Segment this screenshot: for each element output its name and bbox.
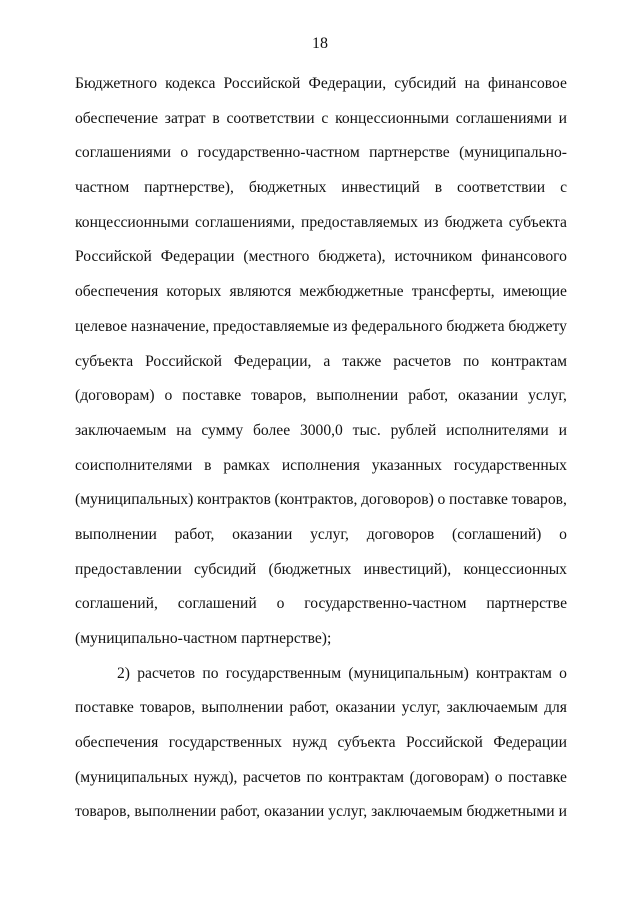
word: поставке: [182, 387, 242, 405]
word: контрактам: [476, 664, 552, 682]
text-line: [75, 731, 567, 766]
word: по: [202, 664, 219, 682]
word: товаров,: [75, 803, 131, 821]
text-line: [75, 211, 567, 246]
word: Федерации,: [233, 352, 312, 370]
word: Российской: [145, 352, 222, 370]
word: межбюджетные: [299, 283, 404, 301]
word: имеющие: [502, 283, 567, 301]
word: соответствии: [226, 109, 315, 127]
word: Бюджетного: [75, 75, 157, 92]
word: рублей: [390, 421, 437, 439]
text-line-content: [75, 488, 567, 512]
word: соглашениями: [75, 144, 172, 162]
text-line-content: [75, 384, 567, 408]
word: (муниципальных: [75, 768, 189, 786]
text-line-content: [75, 766, 567, 790]
word: Российской: [223, 75, 301, 92]
text-line: [75, 141, 567, 176]
word: товаров,: [251, 387, 307, 405]
text-line: [75, 558, 567, 593]
word: Федерации,: [308, 75, 387, 92]
text-line: [75, 176, 567, 211]
word: инвестиций),: [363, 560, 452, 578]
text-line-content: [75, 350, 567, 374]
word: по: [463, 352, 480, 370]
page-number: 18: [312, 35, 328, 52]
word: более: [252, 421, 291, 439]
word: о: [437, 491, 446, 509]
text-line-content: [75, 72, 567, 96]
word: Российской: [406, 734, 483, 752]
word: работ,: [174, 525, 215, 543]
word: инвестиций: [341, 179, 420, 197]
word: (договорам): [75, 387, 155, 405]
text-line-content: [75, 454, 567, 478]
word: договоров): [361, 491, 434, 509]
word: затрат: [164, 109, 206, 127]
text-line: [75, 107, 567, 142]
text-line-content: [75, 315, 567, 339]
word: и: [558, 109, 567, 127]
text-line-content: [75, 141, 567, 165]
word: на: [176, 421, 192, 439]
word: (договорам): [409, 768, 490, 786]
word: рамках: [223, 456, 270, 474]
text-line: [75, 627, 567, 662]
word: расчетов: [137, 664, 196, 682]
word: Федерации: [160, 248, 235, 266]
word: контрактов: [197, 491, 271, 509]
word: нужд: [292, 734, 328, 752]
text-line-content: [75, 211, 567, 235]
text-line: [75, 454, 567, 489]
word: и: [558, 421, 567, 439]
word: поставке: [449, 491, 508, 509]
word: о: [180, 144, 189, 162]
text-line: [75, 523, 567, 558]
text-line: [75, 488, 567, 523]
word: сумму: [201, 421, 244, 439]
word: соглашений,: [75, 595, 158, 613]
text-line-content: [75, 245, 567, 269]
text-line: [75, 800, 567, 835]
word: о: [494, 768, 503, 786]
text-line-content: [75, 558, 567, 582]
word: трансферты,: [411, 283, 495, 301]
word: бюджета: [446, 317, 505, 335]
word: предоставляемые: [213, 317, 330, 335]
word: и: [558, 803, 567, 821]
word: государственным: [225, 664, 342, 682]
word: расчетов: [393, 352, 452, 370]
word: партнерстве: [486, 595, 567, 613]
word: которых: [166, 283, 222, 301]
word: обеспечения: [75, 283, 159, 301]
text-line-content: [75, 107, 567, 131]
word: бюджета: [444, 213, 503, 231]
text-line: [75, 766, 567, 801]
word: указанных: [371, 456, 442, 474]
word: назначение,: [130, 317, 210, 335]
word: финансовое: [487, 75, 567, 92]
word: обеспечение: [75, 109, 159, 127]
text-line-content: [75, 280, 567, 304]
word: субъекта: [508, 213, 567, 231]
word: предоставляемых: [300, 213, 418, 231]
word: оказании: [264, 803, 325, 821]
word: в: [212, 109, 220, 127]
text-line-content: [117, 662, 567, 686]
word: о: [559, 664, 567, 682]
word: государственных: [168, 734, 282, 752]
word: (муниципально-: [459, 144, 567, 162]
text-line: [75, 419, 567, 454]
word: в: [434, 179, 443, 197]
word: 3000,0: [299, 421, 343, 439]
word: из: [332, 317, 348, 335]
word: (соглашений): [452, 525, 542, 543]
word: бюджета),: [318, 248, 386, 266]
word: концессионных: [463, 560, 567, 578]
word: тыс.: [352, 421, 381, 439]
text-line: [75, 72, 567, 107]
word: субсидий: [194, 560, 257, 578]
text-line: [75, 662, 567, 697]
word: о: [276, 595, 285, 613]
word: работ,: [408, 387, 448, 405]
word: нужд),: [193, 768, 238, 786]
word: контрактам: [328, 768, 405, 786]
text-line-content: [75, 731, 567, 755]
word: услуг,: [528, 387, 567, 405]
word: исполнения: [281, 456, 360, 474]
word: о: [559, 525, 567, 543]
word: договоров: [366, 525, 435, 543]
word: контрактам: [491, 352, 567, 370]
text-line: [75, 384, 567, 419]
word: с: [321, 109, 329, 127]
word: выполнении: [134, 803, 217, 821]
text-line: [75, 315, 567, 350]
word: кодекса: [165, 75, 216, 92]
text-line: [75, 696, 567, 731]
word: финансового: [481, 248, 567, 266]
word: обеспечения: [75, 734, 159, 752]
word: расчетов: [243, 768, 301, 786]
word: товаров,: [139, 699, 196, 717]
word: (контрактов,: [274, 491, 358, 509]
word: частном: [75, 179, 130, 197]
word: субсидий: [394, 75, 457, 92]
word: соисполнителями: [75, 456, 193, 474]
word: из: [424, 213, 439, 231]
word: федерального: [351, 317, 443, 335]
word: исполнителями: [446, 421, 549, 439]
word: партнерстве: [369, 144, 450, 162]
word: (бюджетных: [268, 560, 352, 578]
word: (муниципальных): [75, 491, 194, 509]
word: бюджетными: [466, 803, 555, 821]
word: соглашениями,: [195, 213, 295, 231]
word: целевое: [75, 317, 128, 335]
word: оказании: [457, 387, 519, 405]
text-line-content: [75, 592, 567, 616]
word: (местного: [243, 248, 310, 266]
word: соглашений: [177, 595, 257, 613]
word: также: [342, 352, 382, 370]
word: оказании: [232, 525, 293, 543]
text-line: [75, 592, 567, 627]
word: бюджетных: [248, 179, 327, 197]
word: государственно-частном: [197, 144, 360, 162]
word: заключаемым: [371, 803, 463, 821]
text-line-content: [75, 176, 567, 200]
word: работ,: [220, 803, 261, 821]
word: о: [164, 387, 173, 405]
word: заключаемым: [75, 421, 167, 439]
word: бюджету: [508, 317, 567, 335]
word: выполнении: [201, 699, 284, 717]
word: являются: [229, 283, 292, 301]
word: государственных: [453, 456, 567, 474]
word: поставке: [508, 768, 567, 786]
word: субъекта: [337, 734, 396, 752]
word: концессионными: [335, 109, 450, 127]
word: выполнении: [316, 387, 399, 405]
text-line-content: [75, 419, 567, 443]
word: товаров,: [511, 491, 567, 509]
word: услуг,: [310, 525, 349, 543]
word: на: [464, 75, 480, 92]
word: в: [204, 456, 212, 474]
word: выполнении: [75, 525, 157, 543]
word: соглашениями: [455, 109, 552, 127]
word: субъекта: [75, 352, 134, 370]
text-line: [75, 350, 567, 385]
text-line-content: [75, 627, 567, 651]
word: с: [560, 179, 567, 197]
word: а: [323, 352, 331, 370]
word: концессионными: [75, 213, 189, 231]
word: государственно-частном: [304, 595, 467, 613]
word: партнерстве),: [144, 179, 234, 197]
word: Федерации: [493, 734, 567, 752]
word: для: [544, 699, 567, 717]
document-body: [75, 72, 567, 835]
text-line-content: [75, 800, 567, 824]
word: партнерстве);: [241, 630, 332, 647]
text-line-content: [75, 523, 567, 547]
word: работ,: [289, 699, 330, 717]
word: 2): [117, 664, 130, 682]
word: (муниципальным): [348, 664, 469, 682]
word: услуг,: [328, 803, 368, 821]
text-line: [75, 245, 567, 280]
text-line-content: [75, 696, 567, 720]
word: поставке: [75, 699, 134, 717]
word: предоставлении: [75, 560, 182, 578]
word: по: [306, 768, 323, 786]
word: услуг,: [401, 699, 441, 717]
word: (муниципально-частном: [75, 630, 238, 647]
word: Российской: [75, 248, 152, 266]
word: заключаемым: [446, 699, 538, 717]
text-line: [75, 280, 567, 315]
word: источником: [394, 248, 473, 266]
word: оказании: [335, 699, 396, 717]
word: соответствии: [457, 179, 546, 197]
